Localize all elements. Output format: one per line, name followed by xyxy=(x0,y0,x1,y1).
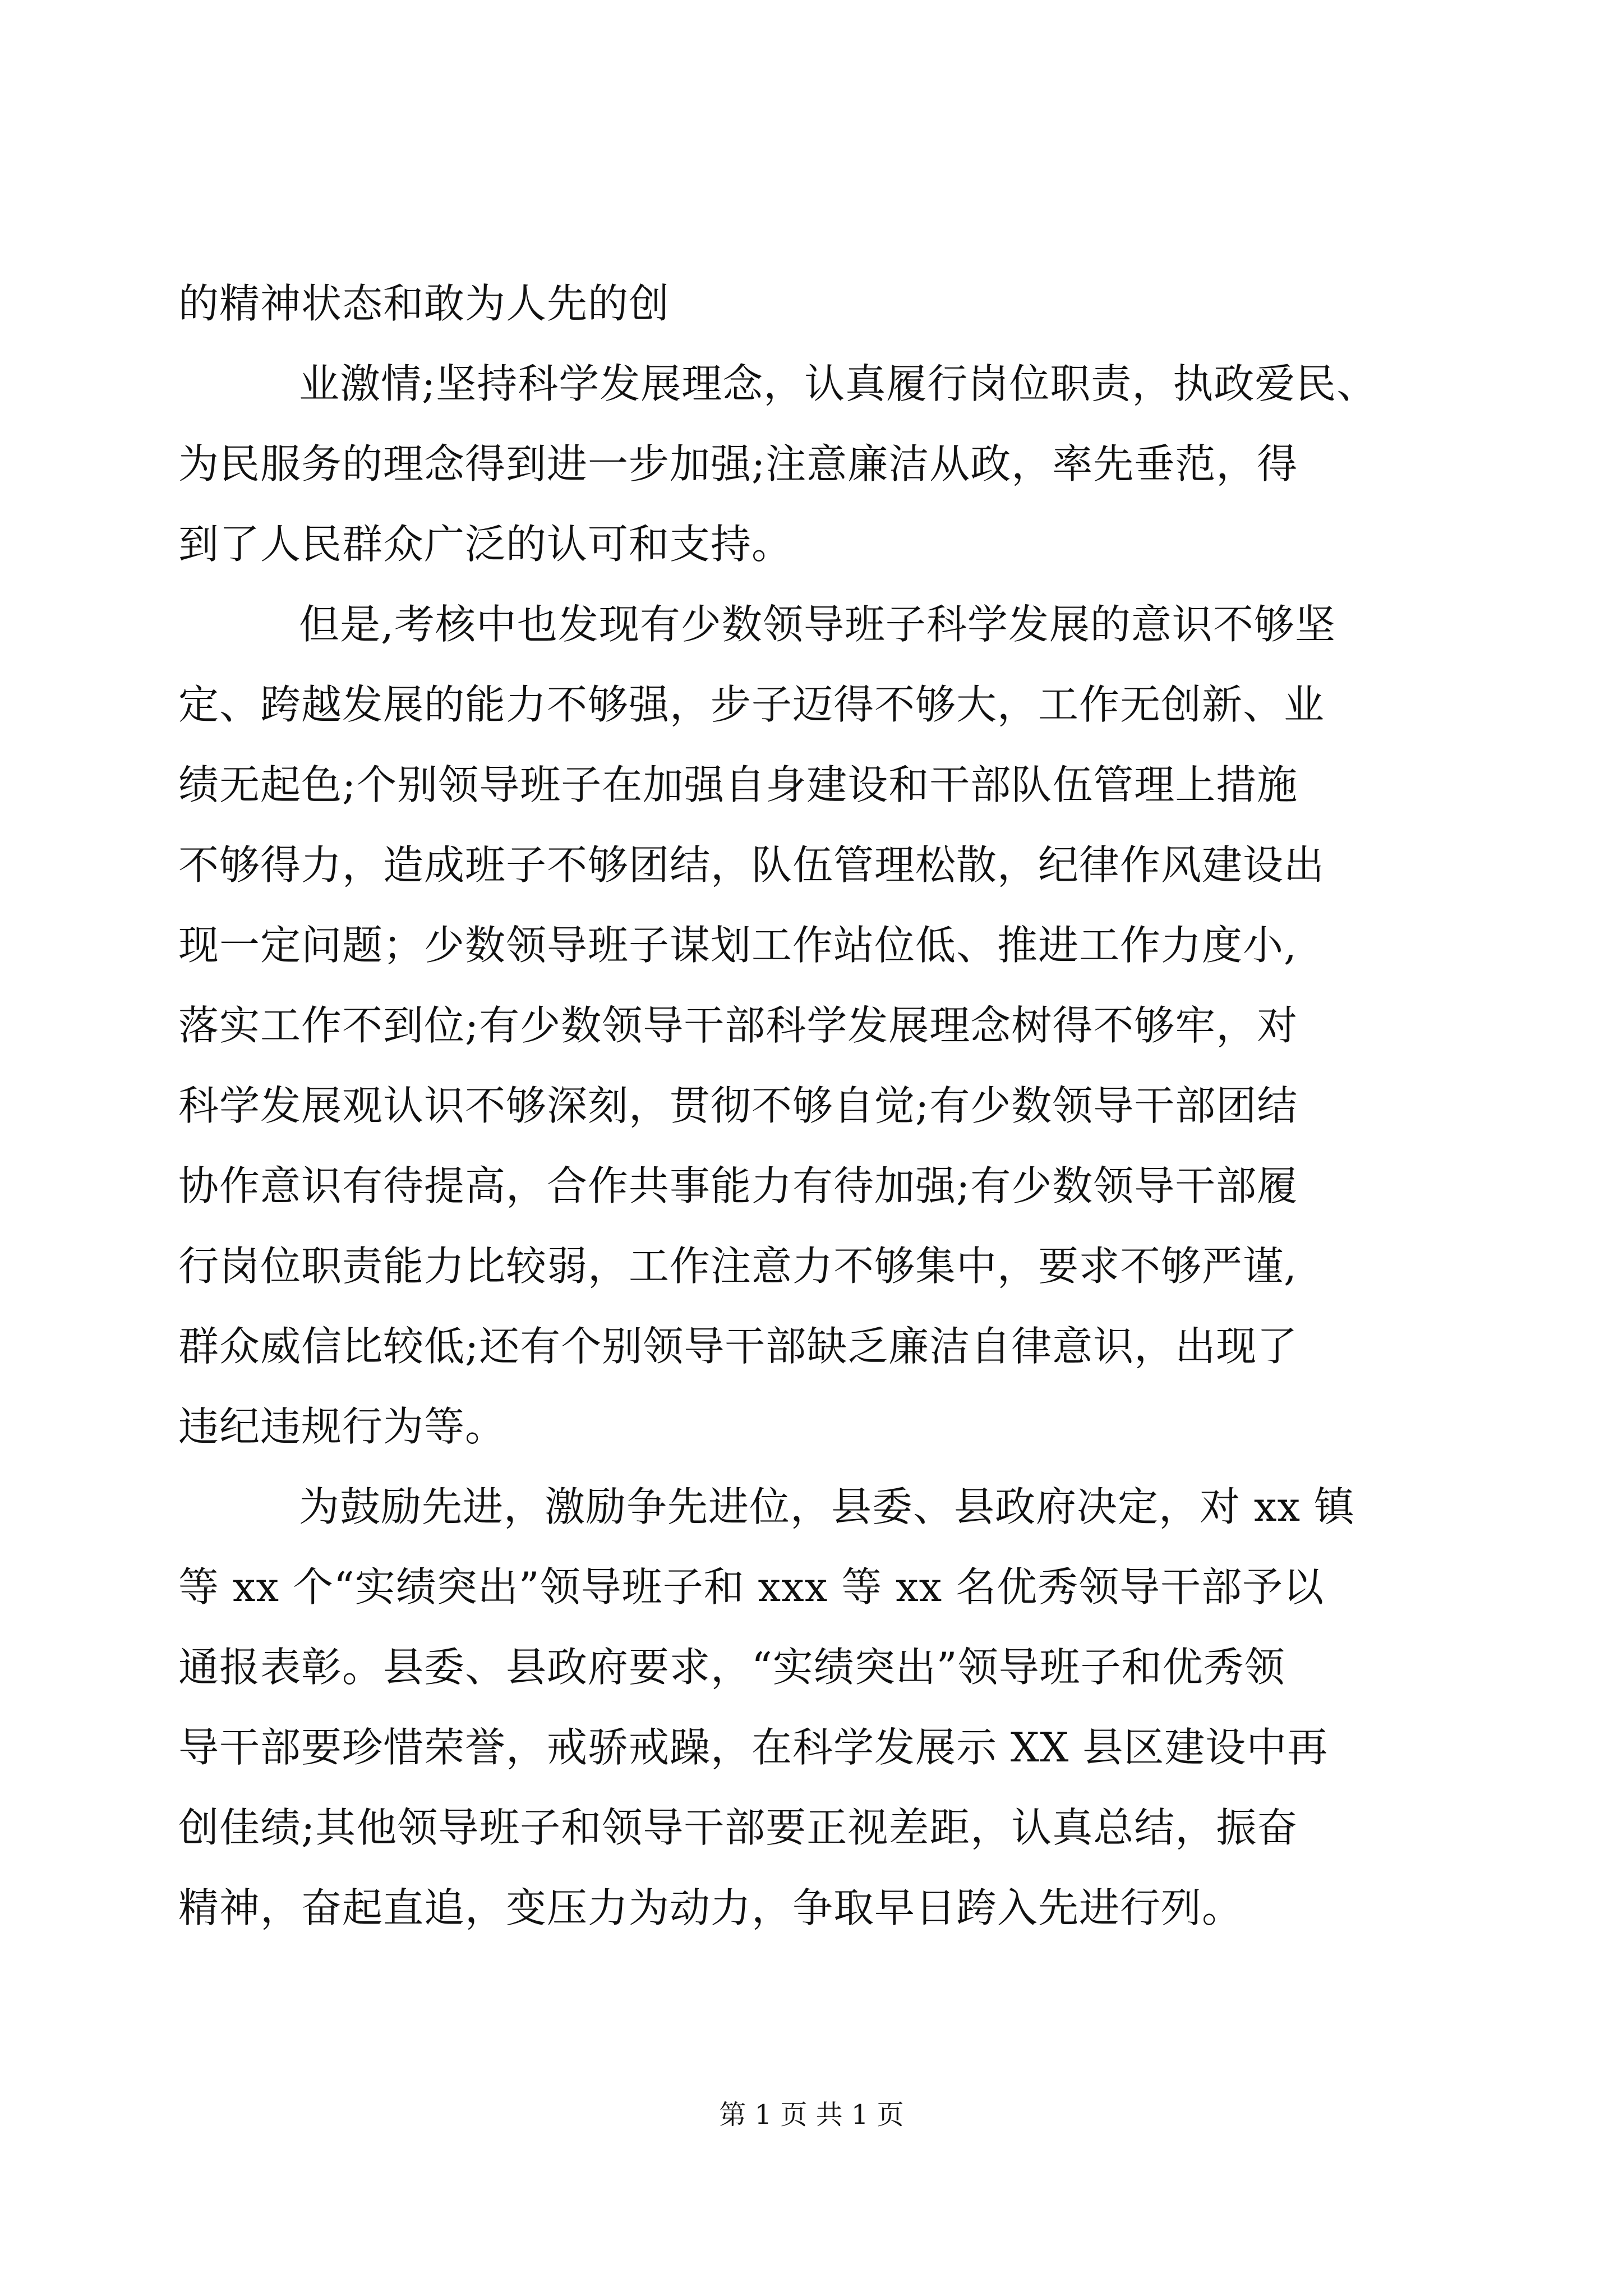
text-line: 违纪违规行为等。 xyxy=(178,1403,506,1450)
paragraph-line: 为鼓励先进，激励争先进位，县委、县政府决定，对 xx 镇 xyxy=(299,1483,1355,1530)
text-line: 协作意识有待提高，合作共事能力有待加强;有少数领导干部履 xyxy=(178,1162,1298,1209)
text-line: 科学发展观认识不够深刻，贯彻不够自觉;有少数领导干部团结 xyxy=(178,1082,1298,1129)
text-line: 落实工作不到位;有少数领导干部科学发展理念树得不够牢，对 xyxy=(178,1002,1298,1049)
text-line: 定、跨越发展的能力不够强，步子迈得不够大，工作无创新、业 xyxy=(178,681,1325,728)
text-line: 等 xx 个“实绩突出”领导班子和 xxx 等 xx 名优秀领导干部予以 xyxy=(178,1563,1325,1611)
text-line: 为民服务的理念得到进一步加强;注意廉洁从政，率先垂范，得 xyxy=(178,440,1298,487)
text-line: 到了人民群众广泛的认可和支持。 xyxy=(178,521,793,568)
page-footer: 第 1 页 共 1 页 xyxy=(719,2099,904,2131)
text-line: 行岗位职责能力比较弱，工作注意力不够集中，要求不够严谨, xyxy=(178,1243,1297,1290)
text-line: 创佳绩;其他领导班子和领导干部要正视差距，认真总结，振奋 xyxy=(178,1804,1298,1851)
document-body xyxy=(178,264,1432,1948)
text-line: 群众威信比较低;还有个别领导干部缺乏廉洁自律意识，出现了 xyxy=(178,1323,1298,1370)
paragraph-line: 业激情;坚持科学发展理念，认真履行岗位职责，执政爱民、 xyxy=(299,360,1378,407)
text-line: 精神，奋起直追，变压力为动力，争取早日跨入先进行列。 xyxy=(178,1884,1243,1931)
text-line: 绩无起色;个别领导班子在加强自身建设和干部队伍管理上措施 xyxy=(178,761,1298,808)
text-line: 通报表彰。县委、县政府要求，“实绩突出”领导班子和优秀领 xyxy=(178,1644,1285,1691)
text-line: 现一定问题；少数领导班子谋划工作站位低、推进工作力度小, xyxy=(178,922,1297,969)
text-line: 导干部要珍惜荣誉，戒骄戒躁，在科学发展示 XX 县区建设中再 xyxy=(178,1724,1329,1771)
text-line: 不够得力，造成班子不够团结，队伍管理松散，纪律作风建设出 xyxy=(178,841,1325,889)
text-line: 的精神状态和敢为人先的创 xyxy=(178,280,670,327)
paragraph-line: 但是,考核中也发现有少数领导班子科学发展的意识不够坚 xyxy=(299,601,1336,648)
